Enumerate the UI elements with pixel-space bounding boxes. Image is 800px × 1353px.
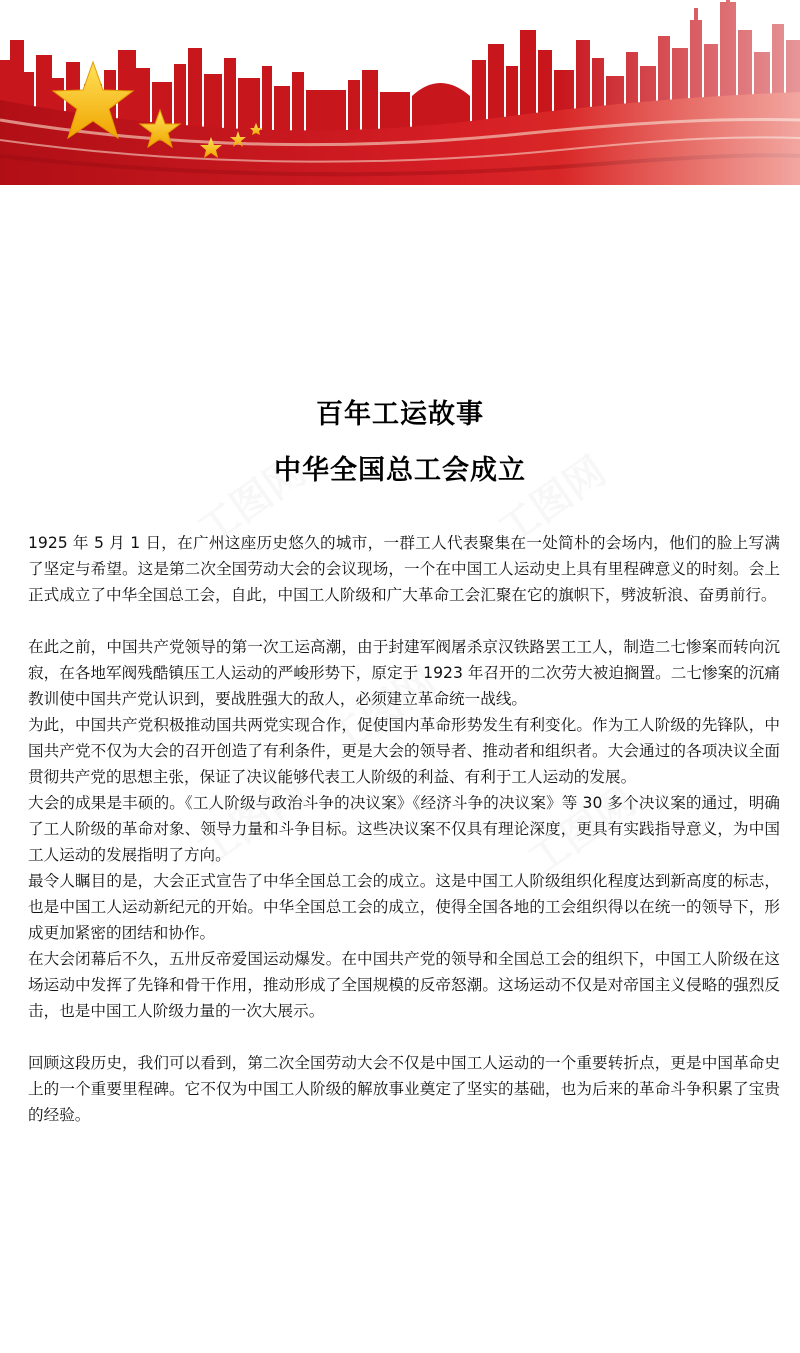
- page-subtitle: 中华全国总工会成立: [274, 455, 526, 486]
- article-paragraph: 在此之前，中国共产党领导的第一次工运高潮，由于封建军阀屠杀京汉铁路罢工工人，制造二七惨案而转向沉寂，在各地军阀残酷镇压工人运动的严峻形势下，原定于 1923 年召开的二次劳大被迫搁置。二七惨案的沉痛教训使中国共产党认识到，要战胜强大的敌人，必须建立革命统一战线。: [28, 638, 780, 708]
- watermark: 工图网: [489, 448, 615, 555]
- article-paragraph: 为此，中国共产党积极推动国共两党实现合作，促使国内革命形势发生有利变化。作为工人阶级的先锋队，中国共产党不仅为大会的召开创造了有利条件，更是大会的领导者、推动者和组织者。大会通过的各项决议全面贯彻共产党的思想主张，保证了决议能够代表工人阶级的利益、有利于工人运动的发展。: [28, 716, 780, 786]
- article-paragraph: 在大会闭幕后不久，五卅反帝爱国运动爆发。在中国共产党的领导和全国总工会的组织下，中国工人阶级在这场运动中发挥了先锋和骨干作用，推动形成了全国规模的反帝怒潮。这场运动不仅是对帝国主义侵略的强烈反击，也是中国工人阶级力量的一次大展示。: [28, 950, 780, 1020]
- skyline-banner-graphic: [0, 0, 800, 185]
- article-body: [28, 530, 780, 1128]
- watermark: 工图网: [519, 778, 645, 885]
- article-paragraph: 回顾这段历史，我们可以看到，第二次全国劳动大会不仅是中国工人运动的一个重要转折点，更是中国革命史上的一个重要里程碑。它不仅为中国工人阶级的解放事业奠定了坚实的基础，也为后来的革命斗争积累了宝贵的经验。: [28, 1054, 780, 1124]
- article-paragraph: 大会的成果是丰硕的。《工人阶级与政治斗争的决议案》《经济斗争的决议案》等 30 多个决议案的通过，明确了工人阶级的革命对象、领导力量和斗争目标。这些决议案不仅具有理论深度，更具有实践指导意义，为中国工人运动的发展指明了方向。: [28, 794, 780, 864]
- paragraph-spacer: [28, 1024, 780, 1050]
- page-title: 百年工运故事: [316, 399, 484, 430]
- title-block: [0, 398, 800, 488]
- article-paragraph: 最令人瞩目的是，大会正式宣告了中华全国总工会的成立。这是中国工人阶级组织化程度达到新高度的标志，也是中国工人运动新纪元的开始。中华全国总工会的成立，使得全国各地的工会组织得以在统一的领导下，形成更加紧密的团结和协作。: [28, 872, 780, 942]
- header-banner: [0, 0, 800, 185]
- paragraph-spacer: [28, 608, 780, 634]
- watermark: 工图网: [319, 658, 445, 765]
- watermark: 工图网: [189, 448, 315, 555]
- article-paragraph: 1925 年 5 月 1 日，在广州这座历史悠久的城市，一群工人代表聚集在一处简朴的会场内，他们的脸上写满了坚定与希望。这是第二次全国劳动大会的会议现场，一个在中国工人运动史上具有里程碑意义的时刻。会上正式成立了中华全国总工会，自此，中国工人阶级和广大革命工会汇聚在它的旗帜下，劈波斩浪、奋勇前行。: [28, 534, 780, 604]
- watermark: 工图网: [189, 768, 315, 875]
